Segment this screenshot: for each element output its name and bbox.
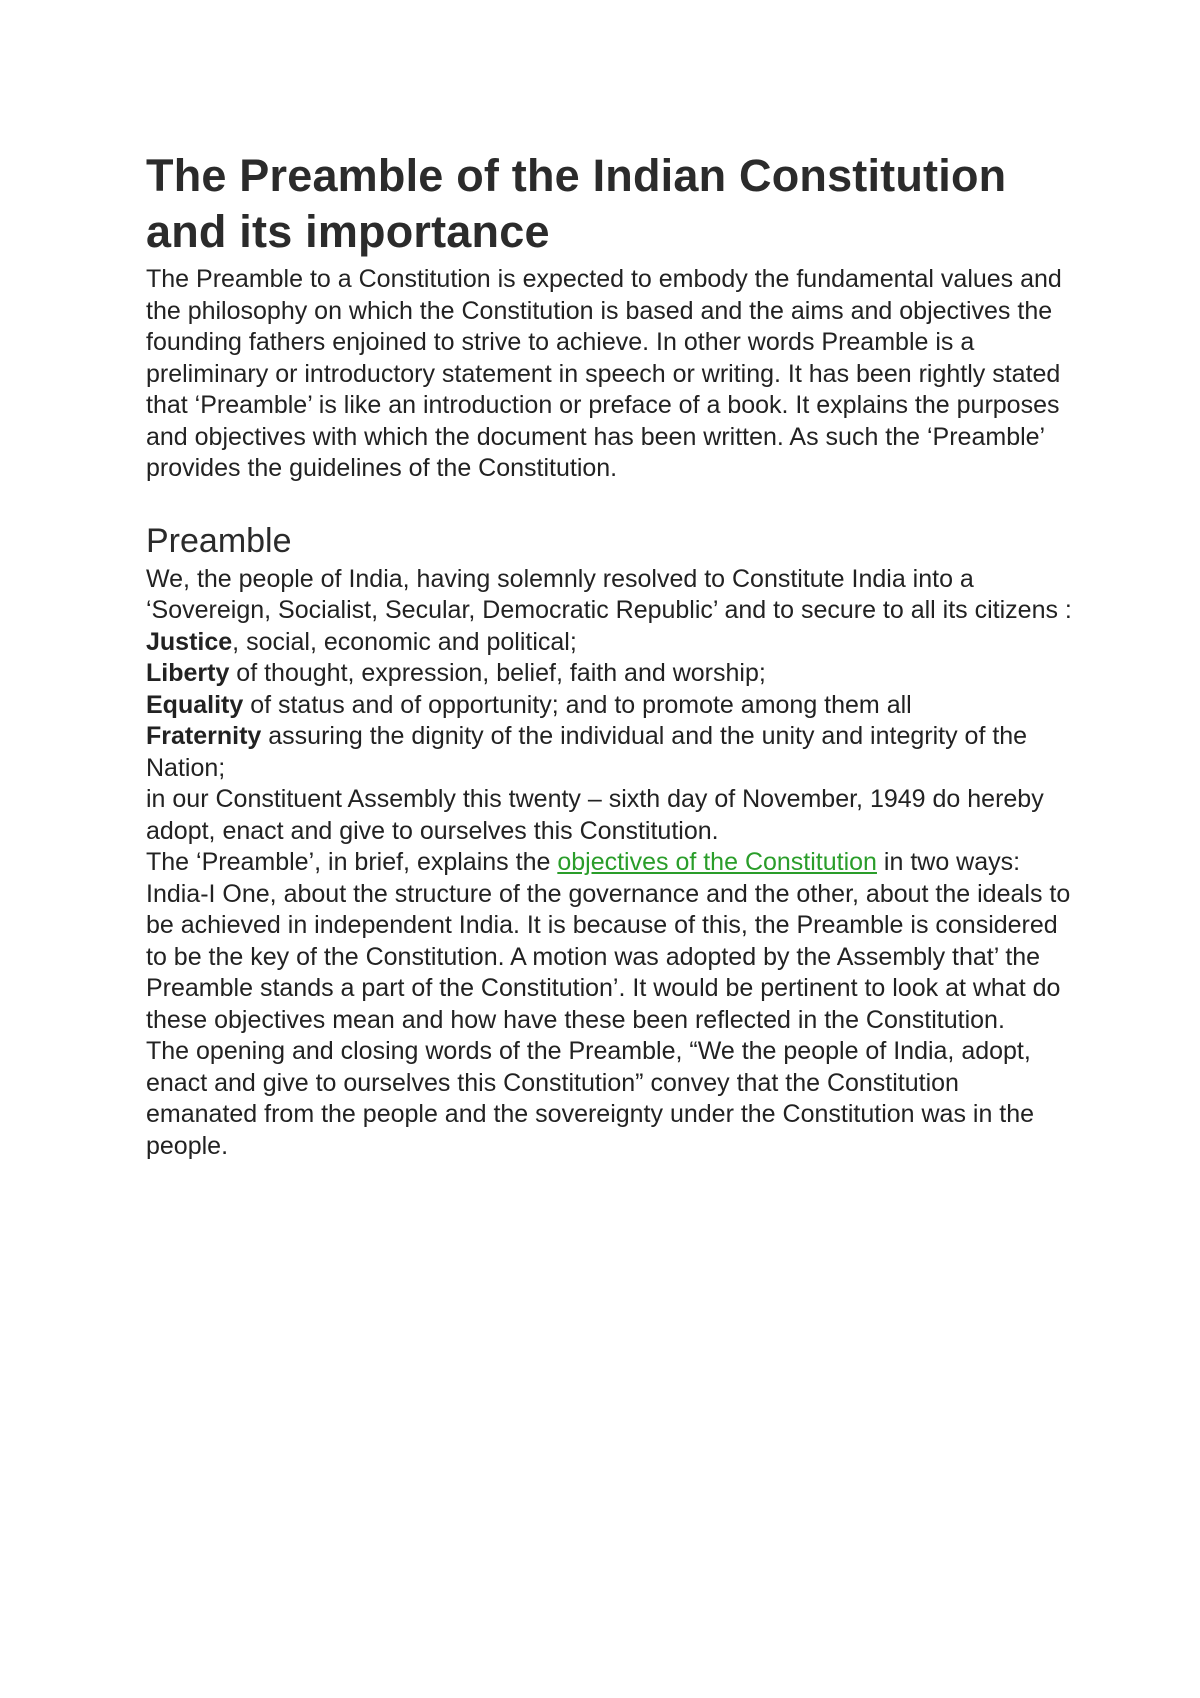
intro-paragraph: The Preamble to a Constitution is expected to embody the fundamental values and the philosophy on which the Constitution is based and the aims and objectives the founding fathers enjoined to strive to achieve. In other words Preamble is a preliminary or introductory statement in speech or writing. It has been rightly stated that ‘Preamble’ is like an introduction or preface of a book. It explains the purposes and objectives with which the document has been written. As such the ‘Preamble’ provides the guidelines of the Constitution. (146, 265, 1062, 482)
equality-text: of status and of opportunity; and to promote among them all (243, 690, 912, 719)
section-heading-preamble: Preamble (146, 521, 292, 560)
liberty-paragraph (146, 658, 1076, 690)
page-title: The Preamble of the Indian Constitution and its importance (146, 150, 1007, 257)
assembly-paragraph: in our Constituent Assembly this twenty – sixth day of November, 1949 do hereby adopt, enact and give to ourselves this Constitution. (146, 785, 1044, 845)
preamble-opening-paragraph: We, the people of India, having solemnly resolved to Constitute India into a ‘Sovereign, Socialist, Secular, Democratic Republic’ and to secure to all its citizens : (146, 564, 1072, 624)
liberty-text: of thought, expression, belief, faith and worship; (229, 659, 766, 687)
opening-closing-paragraph: The opening and closing words of the Preamble, “We the people of India, adopt, enact and give to ourselves this Constitution” convey that the Constitution emanated from the people and the sovereignty under the Constitution was in the people. (146, 1037, 1035, 1160)
justice-text: , social, economic and political; (232, 627, 577, 656)
liberty-term: Liberty (146, 659, 230, 687)
brief-text-after: in two ways: India-I One, about the structure of the governance and the other, about the ideals to be achieved in independent India. It is because of this, the Preamble is considered to be the key of the Constitution. A motion was adopted by the Assembly that’ the Preamble stands a part of the Constitution’. It would be pertinent to look at what do these objectives mean and how have these been reflected in the Constitution. (146, 848, 1071, 1034)
equality-term: Equality (146, 690, 244, 719)
document-page (146, 148, 1076, 1162)
brief-text-before: The ‘Preamble’, in brief, explains the (146, 848, 558, 876)
justice-paragraph (146, 627, 1076, 659)
justice-term: Justice (146, 627, 233, 656)
brief-paragraph (146, 847, 1076, 1036)
equality-paragraph (146, 690, 1076, 722)
fraternity-term: Fraternity (146, 722, 262, 750)
fraternity-text: assuring the dignity of the individual and the unity and integrity of the Nation; (146, 722, 1028, 782)
fraternity-paragraph (146, 721, 1076, 784)
objectives-link[interactable]: objectives of the Constitution (557, 848, 877, 876)
